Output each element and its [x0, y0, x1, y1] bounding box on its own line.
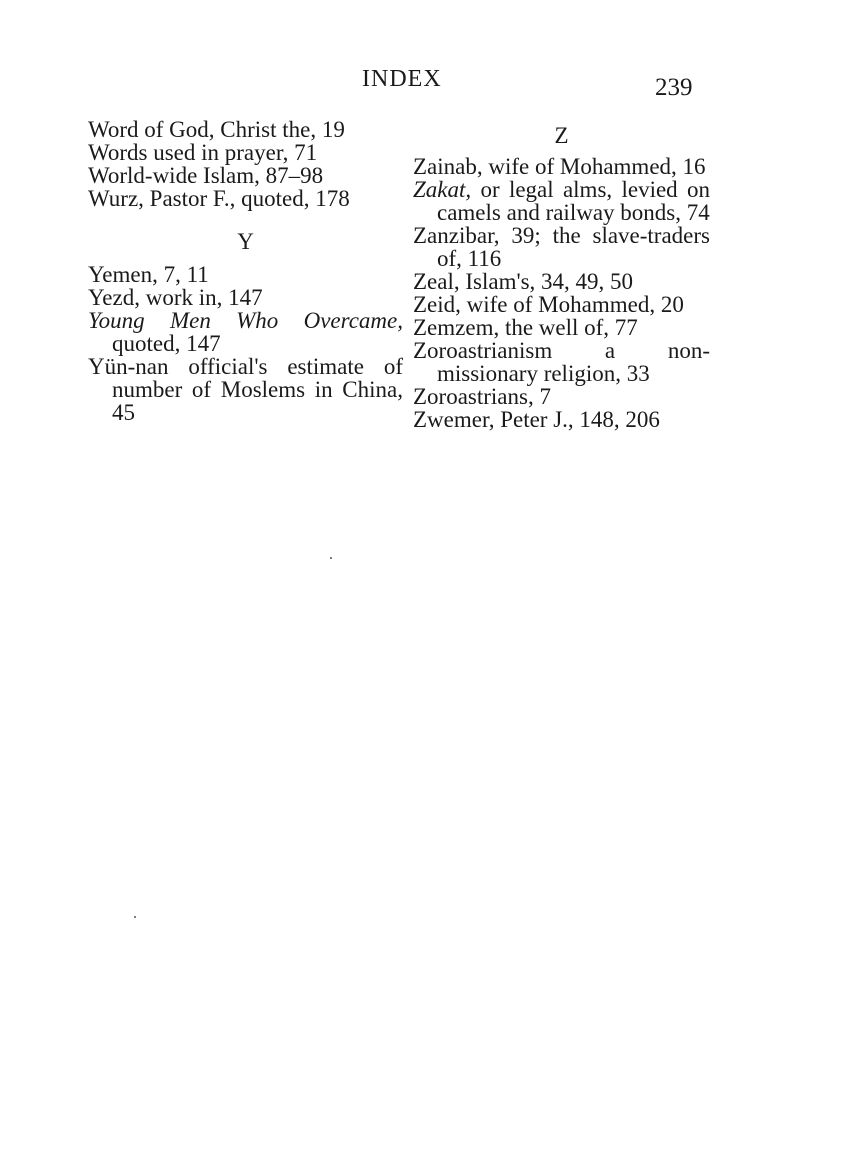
index-left-column — [88, 118, 403, 424]
index-entry: Zeid, wife of Mohammed, 20 — [413, 292, 684, 317]
index-entry: Words used in prayer, 71 — [88, 140, 318, 165]
index-entry-text: or legal alms, levied on camels and railway bonds, 74 — [437, 177, 710, 225]
index-entry: Yemen, 7, 11 — [88, 262, 209, 287]
scan-speck — [134, 916, 136, 918]
index-entry: Yezd, work in, 147 — [88, 285, 263, 310]
index-entry: Zeal, Islam's, 34, 49, 50 — [413, 269, 634, 294]
section-letter-z: Z — [554, 123, 569, 148]
index-entry — [88, 309, 403, 355]
index-entry: World-wide Islam, 87–98 — [88, 163, 324, 188]
index-entry: Wurz, Pastor F., quoted, 178 — [88, 186, 350, 211]
index-entry: Zanzibar, 39; the slave-traders of, 116 — [413, 223, 710, 271]
index-entry: Zemzem, the well of, 77 — [413, 315, 638, 340]
index-entry: Zwemer, Peter J., 148, 206 — [413, 407, 660, 432]
index-entry — [413, 178, 710, 224]
index-entry-italic: Zakat, — [413, 177, 472, 202]
scan-speck — [330, 557, 332, 559]
index-entry: Zoroastrians, 7 — [413, 384, 551, 409]
index-entry-text: quoted, 147 — [112, 331, 221, 356]
index-entry-italic: Young Men Who Overcame, — [88, 308, 403, 333]
index-right-column — [413, 118, 710, 431]
index-entry: Zainab, wife of Mohammed, 16 — [413, 154, 706, 179]
section-letter-y: Y — [237, 229, 254, 254]
index-entry: Yün-nan official's estimate of number of Moslems in China, 45 — [88, 354, 403, 425]
index-entry: Zoroastrianism a non-missionary religion, 33 — [413, 338, 710, 386]
page-title: INDEX — [362, 66, 442, 92]
page-number: 239 — [655, 74, 693, 101]
index-entry: Word of God, Christ the, 19 — [88, 117, 345, 142]
